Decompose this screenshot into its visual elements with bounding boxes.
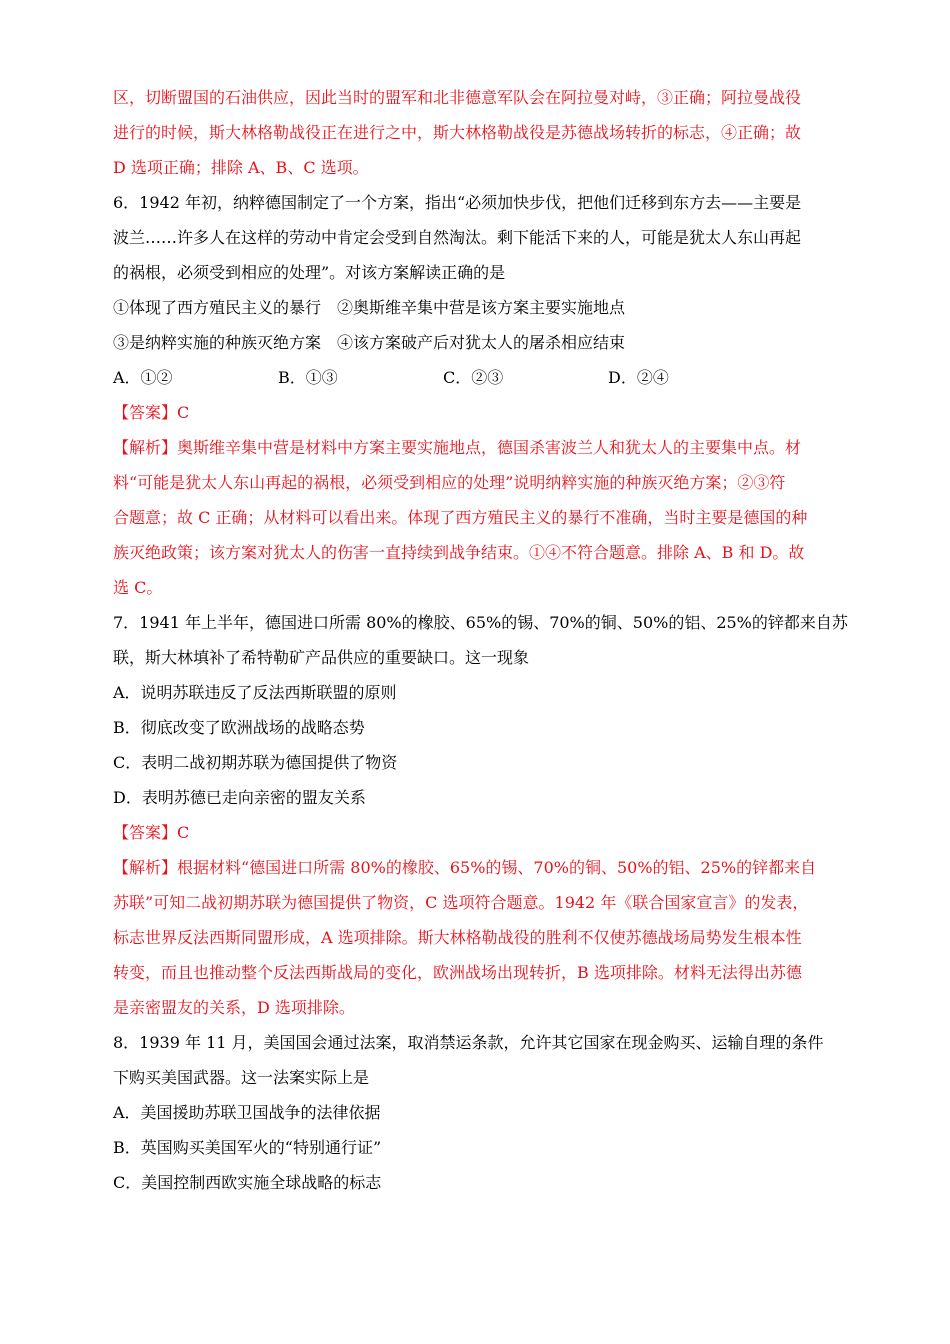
answer-line: 【答案】C: [113, 823, 190, 842]
explanation-line: 是亲密盟友的关系，D 选项排除。: [113, 998, 355, 1017]
explanation-line: 【解析】根据材料“德国进口所需 80%的橡胶、65%的锡、70%的铜、50%的铝、25%的锌都来自: [113, 858, 817, 877]
option-c: C．美国控制西欧实施全球战略的标志: [113, 1173, 382, 1192]
option-d: D．②④: [608, 368, 669, 387]
explanation-line: 标志世界反法西斯同盟形成，A 选项排除。斯大林格勒战役的胜利不仅使苏德战场局势发生根本性: [113, 928, 802, 947]
option-b: B．彻底改变了欧洲战场的战略态势: [113, 718, 365, 737]
statement-line: ③是纳粹实施的种族灭绝方案 ④该方案破产后对犹太人的屠杀相应结束: [113, 333, 626, 352]
question-stem-line: 联，斯大林填补了希特勒矿产品供应的重要缺口。这一现象: [113, 648, 530, 667]
option-a: A．①②: [113, 368, 173, 387]
document-page: [113, 80, 848, 1200]
explanation-line: D 选项正确；排除 A、B、C 选项。: [113, 158, 369, 177]
explanation-line: 选 C。: [113, 578, 163, 597]
option-row: [113, 360, 838, 395]
option-b: B．①③: [278, 368, 338, 387]
option-c: C．表明二战初期苏联为德国提供了物资: [113, 753, 398, 772]
question-stem-line: 7．1941 年上半年，德国进口所需 80%的橡胶、65%的锡、70%的铜、50%的铝、25%的锌都来自苏: [113, 613, 848, 632]
question-stem-line: 波兰……许多人在这样的劳动中肯定会受到自然淘汰。剩下能活下来的人，可能是犹太人东山再起: [113, 228, 802, 247]
statement-line: ①体现了西方殖民主义的暴行 ②奥斯维辛集中营是该方案主要实施地点: [113, 298, 626, 317]
option-b: B．英国购买美国军火的“特别通行证”: [113, 1138, 382, 1157]
explanation-line: 区，切断盟国的石油供应，因此当时的盟军和北非德意军队会在阿拉曼对峙，③正确；阿拉曼战役: [113, 88, 802, 107]
explanation-line: 【解析】奥斯维辛集中营是材料中方案主要实施地点，德国杀害波兰人和犹太人的主要集中点。材: [113, 438, 802, 457]
question-stem-line: 6．1942 年初，纳粹德国制定了一个方案，指出“必须加快步伐，把他们迁移到东方去——主要是: [113, 193, 802, 212]
explanation-line: 族灭绝政策；该方案对犹太人的伤害一直持续到战争结束。①④不符合题意。排除 A、B 和 D。故: [113, 543, 805, 562]
explanation-line: 转变，而且也推动整个反法西斯战局的变化，欧洲战场出现转折，B 选项排除。材料无法得出苏德: [113, 963, 802, 982]
option-a: A．说明苏联违反了反法西斯联盟的原则: [113, 683, 397, 702]
question-stem-line: 8．1939 年 11 月，美国国会通过法案，取消禁运条款，允许其它国家在现金购买、运输自理的条件: [113, 1033, 824, 1052]
explanation-line: 合题意；故 C 正确；从材料可以看出来。体现了西方殖民主义的暴行不准确，当时主要是德国的种: [113, 508, 808, 527]
option-c: C．②③: [443, 368, 504, 387]
question-8: [113, 1025, 838, 1200]
option-d: D．表明苏德已走向亲密的盟友关系: [113, 788, 366, 807]
explanation-line: 苏联”可知二战初期苏联为德国提供了物资，C 选项符合题意。1942 年《联合国家宣言》的发表，: [113, 893, 809, 912]
previous-explanation: [113, 80, 838, 185]
option-a: A．美国援助苏联卫国战争的法律依据: [113, 1103, 381, 1122]
explanation-line: 料“可能是犹太人东山再起的祸根，必须受到相应的处理”说明纳粹实施的种族灭绝方案；②③符: [113, 473, 786, 492]
explanation-line: 进行的时候，斯大林格勒战役正在进行之中，斯大林格勒战役是苏德战场转折的标志，④正确；故: [113, 123, 802, 142]
question-6: [113, 185, 838, 605]
question-7: [113, 605, 848, 1025]
question-stem-line: 下购买美国武器。这一法案实际上是: [113, 1068, 370, 1087]
question-stem-line: 的祸根，必须受到相应的处理”。对该方案解读正确的是: [113, 263, 506, 282]
answer-line: 【答案】C: [113, 403, 190, 422]
